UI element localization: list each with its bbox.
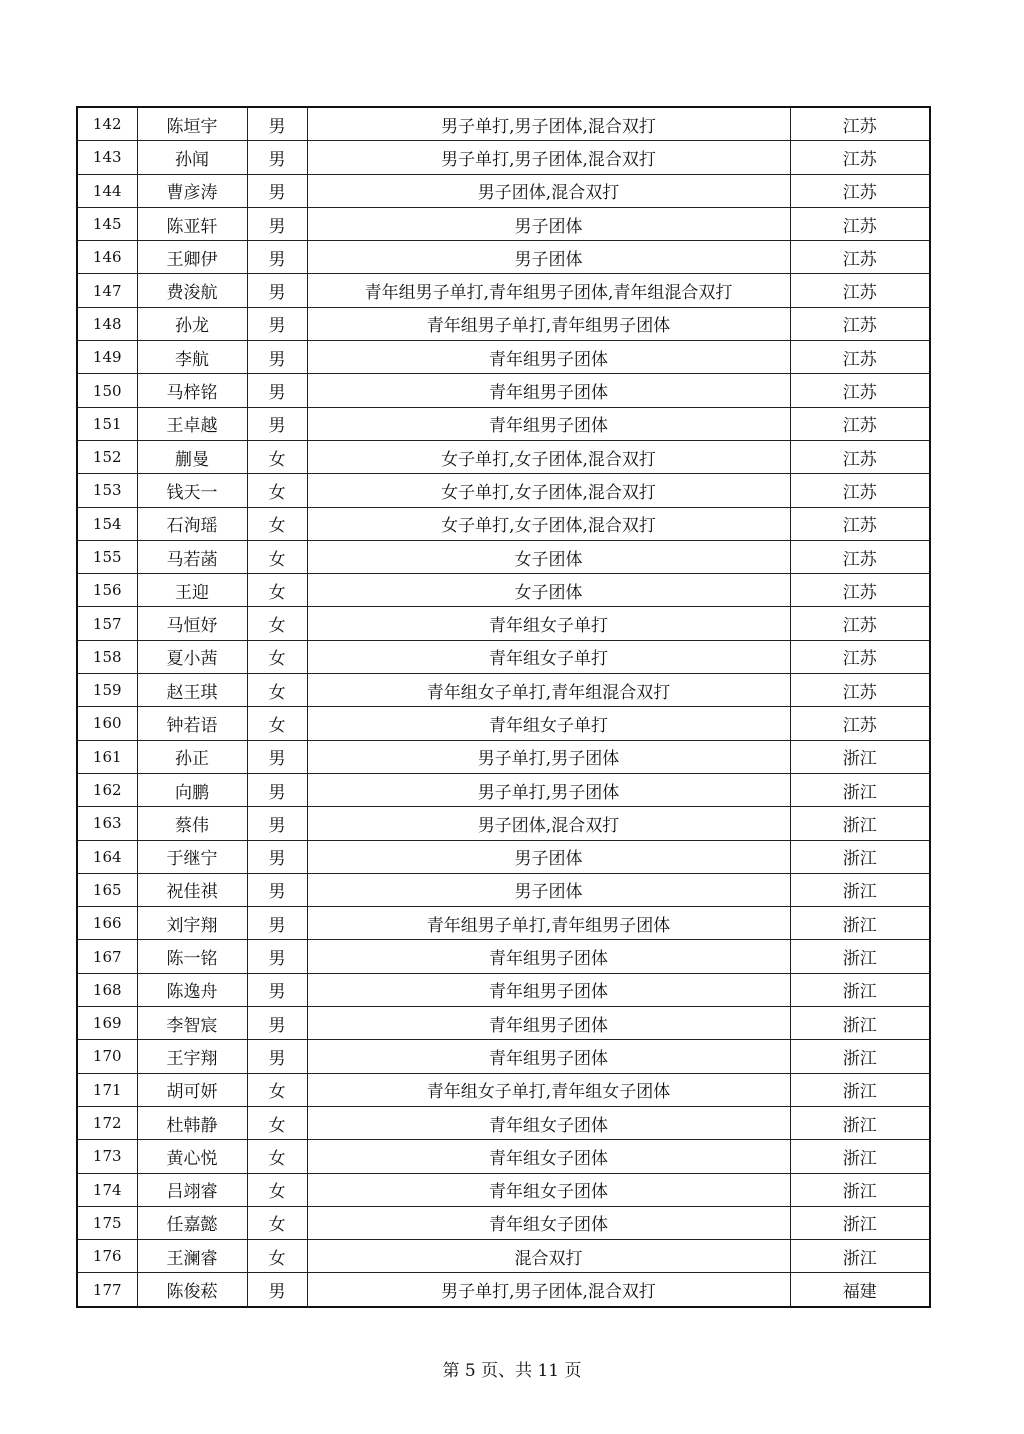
cell-province: 江苏 xyxy=(790,507,930,540)
cell-province: 浙江 xyxy=(790,1173,930,1206)
cell-number: 177 xyxy=(77,1273,137,1307)
cell-gender: 男 xyxy=(247,274,307,307)
cell-number: 144 xyxy=(77,174,137,207)
cell-athlete-name: 陈俊菘 xyxy=(137,1273,247,1307)
cell-gender: 女 xyxy=(247,1206,307,1239)
cell-province: 浙江 xyxy=(790,1206,930,1239)
cell-athlete-name: 孙正 xyxy=(137,740,247,773)
cell-events: 青年组男子单打,青年组男子团体,青年组混合双打 xyxy=(307,274,790,307)
cell-gender: 男 xyxy=(247,973,307,1006)
cell-province: 浙江 xyxy=(790,1040,930,1073)
table-row xyxy=(77,440,930,473)
cell-gender: 女 xyxy=(247,507,307,540)
cell-events: 女子团体 xyxy=(307,540,790,573)
cell-events: 女子单打,女子团体,混合双打 xyxy=(307,507,790,540)
cell-gender: 女 xyxy=(247,1106,307,1139)
cell-athlete-name: 胡可妍 xyxy=(137,1073,247,1106)
table-row xyxy=(77,607,930,640)
table-row xyxy=(77,107,930,141)
cell-athlete-name: 杜韩静 xyxy=(137,1106,247,1139)
table-row xyxy=(77,1073,930,1106)
cell-number: 158 xyxy=(77,640,137,673)
cell-gender: 男 xyxy=(247,174,307,207)
cell-number: 145 xyxy=(77,207,137,240)
cell-number: 168 xyxy=(77,973,137,1006)
table-row xyxy=(77,540,930,573)
cell-athlete-name: 夏小茜 xyxy=(137,640,247,673)
cell-athlete-name: 王迎 xyxy=(137,574,247,607)
cell-events: 青年组男子团体 xyxy=(307,940,790,973)
cell-events: 男子单打,男子团体 xyxy=(307,773,790,806)
cell-events: 青年组男子团体 xyxy=(307,1007,790,1040)
cell-number: 173 xyxy=(77,1140,137,1173)
cell-athlete-name: 黄心悦 xyxy=(137,1140,247,1173)
cell-events: 男子团体 xyxy=(307,840,790,873)
page-number: 第 5 页、共 11 页 xyxy=(442,1361,582,1381)
cell-number: 142 xyxy=(77,107,137,141)
cell-events: 青年组女子单打 xyxy=(307,607,790,640)
cell-gender: 男 xyxy=(247,773,307,806)
cell-events: 女子单打,女子团体,混合双打 xyxy=(307,440,790,473)
cell-athlete-name: 祝佳祺 xyxy=(137,873,247,906)
cell-province: 浙江 xyxy=(790,1106,930,1139)
cell-number: 151 xyxy=(77,407,137,440)
roster-table-body xyxy=(77,107,930,1307)
table-row xyxy=(77,141,930,174)
cell-athlete-name: 曹彦涛 xyxy=(137,174,247,207)
cell-gender: 女 xyxy=(247,574,307,607)
cell-province: 浙江 xyxy=(790,907,930,940)
cell-gender: 男 xyxy=(247,1007,307,1040)
cell-events: 青年组女子单打 xyxy=(307,707,790,740)
cell-province: 浙江 xyxy=(790,1140,930,1173)
cell-number: 153 xyxy=(77,474,137,507)
table-row xyxy=(77,807,930,840)
cell-gender: 女 xyxy=(247,540,307,573)
cell-gender: 女 xyxy=(247,1240,307,1273)
cell-province: 江苏 xyxy=(790,174,930,207)
cell-number: 148 xyxy=(77,307,137,340)
cell-athlete-name: 吕翊睿 xyxy=(137,1173,247,1206)
cell-events: 青年组女子团体 xyxy=(307,1140,790,1173)
cell-province: 江苏 xyxy=(790,241,930,274)
table-row xyxy=(77,407,930,440)
cell-province: 江苏 xyxy=(790,141,930,174)
cell-number: 155 xyxy=(77,540,137,573)
cell-gender: 男 xyxy=(247,241,307,274)
cell-province: 浙江 xyxy=(790,1240,930,1273)
cell-number: 171 xyxy=(77,1073,137,1106)
cell-events: 男子单打,男子团体,混合双打 xyxy=(307,107,790,141)
cell-events: 男子单打,男子团体,混合双打 xyxy=(307,1273,790,1307)
cell-number: 149 xyxy=(77,341,137,374)
cell-events: 青年组男子团体 xyxy=(307,341,790,374)
cell-province: 福建 xyxy=(790,1273,930,1307)
table-row xyxy=(77,1140,930,1173)
table-row xyxy=(77,1106,930,1139)
cell-athlete-name: 陈逸舟 xyxy=(137,973,247,1006)
cell-athlete-name: 王宇翔 xyxy=(137,1040,247,1073)
cell-gender: 男 xyxy=(247,307,307,340)
cell-gender: 女 xyxy=(247,1173,307,1206)
cell-number: 174 xyxy=(77,1173,137,1206)
cell-events: 青年组女子单打,青年组女子团体 xyxy=(307,1073,790,1106)
cell-province: 江苏 xyxy=(790,341,930,374)
cell-athlete-name: 马若菡 xyxy=(137,540,247,573)
cell-athlete-name: 王卿伊 xyxy=(137,241,247,274)
cell-number: 147 xyxy=(77,274,137,307)
table-row xyxy=(77,1040,930,1073)
cell-number: 159 xyxy=(77,674,137,707)
cell-athlete-name: 任嘉懿 xyxy=(137,1206,247,1239)
cell-province: 江苏 xyxy=(790,574,930,607)
table-row xyxy=(77,1173,930,1206)
cell-events: 混合双打 xyxy=(307,1240,790,1273)
cell-gender: 男 xyxy=(247,207,307,240)
table-row xyxy=(77,940,930,973)
cell-events: 男子单打,男子团体,混合双打 xyxy=(307,141,790,174)
table-row xyxy=(77,707,930,740)
cell-gender: 男 xyxy=(247,840,307,873)
cell-events: 青年组男子团体 xyxy=(307,374,790,407)
cell-athlete-name: 蒯曼 xyxy=(137,440,247,473)
cell-number: 146 xyxy=(77,241,137,274)
cell-province: 浙江 xyxy=(790,873,930,906)
cell-events: 青年组女子团体 xyxy=(307,1206,790,1239)
cell-province: 江苏 xyxy=(790,540,930,573)
cell-athlete-name: 赵王琪 xyxy=(137,674,247,707)
table-row xyxy=(77,241,930,274)
cell-province: 江苏 xyxy=(790,407,930,440)
table-row xyxy=(77,1206,930,1239)
cell-athlete-name: 马恒妤 xyxy=(137,607,247,640)
cell-number: 170 xyxy=(77,1040,137,1073)
cell-province: 江苏 xyxy=(790,440,930,473)
cell-gender: 男 xyxy=(247,1273,307,1307)
cell-number: 167 xyxy=(77,940,137,973)
cell-number: 175 xyxy=(77,1206,137,1239)
table-row xyxy=(77,740,930,773)
cell-athlete-name: 王卓越 xyxy=(137,407,247,440)
cell-events: 男子团体,混合双打 xyxy=(307,807,790,840)
table-row xyxy=(77,341,930,374)
cell-number: 162 xyxy=(77,773,137,806)
cell-number: 163 xyxy=(77,807,137,840)
cell-events: 青年组男子团体 xyxy=(307,1040,790,1073)
table-row xyxy=(77,274,930,307)
cell-events: 青年组女子团体 xyxy=(307,1106,790,1139)
table-row xyxy=(77,574,930,607)
cell-number: 152 xyxy=(77,440,137,473)
table-row xyxy=(77,840,930,873)
cell-province: 江苏 xyxy=(790,640,930,673)
cell-gender: 女 xyxy=(247,674,307,707)
table-row xyxy=(77,1240,930,1273)
cell-number: 143 xyxy=(77,141,137,174)
cell-gender: 女 xyxy=(247,640,307,673)
cell-province: 浙江 xyxy=(790,840,930,873)
cell-athlete-name: 王澜睿 xyxy=(137,1240,247,1273)
cell-gender: 男 xyxy=(247,740,307,773)
cell-number: 150 xyxy=(77,374,137,407)
cell-events: 男子团体 xyxy=(307,241,790,274)
table-row xyxy=(77,174,930,207)
table-row xyxy=(77,507,930,540)
cell-events: 青年组男子单打,青年组男子团体 xyxy=(307,307,790,340)
cell-gender: 男 xyxy=(247,1040,307,1073)
cell-events: 青年组女子团体 xyxy=(307,1173,790,1206)
table-row xyxy=(77,674,930,707)
cell-athlete-name: 石洵瑶 xyxy=(137,507,247,540)
cell-athlete-name: 向鹏 xyxy=(137,773,247,806)
table-row xyxy=(77,207,930,240)
cell-province: 江苏 xyxy=(790,107,930,141)
cell-number: 160 xyxy=(77,707,137,740)
cell-gender: 男 xyxy=(247,341,307,374)
cell-athlete-name: 陈一铭 xyxy=(137,940,247,973)
cell-athlete-name: 李智宸 xyxy=(137,1007,247,1040)
cell-province: 江苏 xyxy=(790,207,930,240)
cell-number: 164 xyxy=(77,840,137,873)
cell-number: 157 xyxy=(77,607,137,640)
cell-province: 浙江 xyxy=(790,1007,930,1040)
cell-province: 浙江 xyxy=(790,773,930,806)
cell-events: 女子团体 xyxy=(307,574,790,607)
cell-province: 江苏 xyxy=(790,374,930,407)
cell-gender: 女 xyxy=(247,607,307,640)
table-row xyxy=(77,374,930,407)
cell-athlete-name: 孙闻 xyxy=(137,141,247,174)
cell-gender: 女 xyxy=(247,474,307,507)
cell-events: 女子单打,女子团体,混合双打 xyxy=(307,474,790,507)
cell-number: 156 xyxy=(77,574,137,607)
cell-athlete-name: 蔡伟 xyxy=(137,807,247,840)
table-row xyxy=(77,973,930,1006)
cell-events: 青年组男子单打,青年组男子团体 xyxy=(307,907,790,940)
cell-number: 165 xyxy=(77,873,137,906)
cell-number: 169 xyxy=(77,1007,137,1040)
cell-events: 青年组女子单打 xyxy=(307,640,790,673)
cell-number: 154 xyxy=(77,507,137,540)
cell-gender: 男 xyxy=(247,873,307,906)
cell-gender: 女 xyxy=(247,440,307,473)
cell-athlete-name: 马梓铭 xyxy=(137,374,247,407)
cell-province: 江苏 xyxy=(790,307,930,340)
cell-athlete-name: 钟若语 xyxy=(137,707,247,740)
cell-athlete-name: 陈垣宇 xyxy=(137,107,247,141)
table-row xyxy=(77,640,930,673)
cell-events: 男子团体,混合双打 xyxy=(307,174,790,207)
cell-province: 江苏 xyxy=(790,274,930,307)
cell-events: 青年组女子单打,青年组混合双打 xyxy=(307,674,790,707)
cell-province: 浙江 xyxy=(790,973,930,1006)
cell-gender: 男 xyxy=(247,107,307,141)
table-row xyxy=(77,1007,930,1040)
cell-province: 浙江 xyxy=(790,1073,930,1106)
cell-athlete-name: 费浚航 xyxy=(137,274,247,307)
cell-gender: 男 xyxy=(247,940,307,973)
cell-number: 172 xyxy=(77,1106,137,1139)
cell-gender: 女 xyxy=(247,1140,307,1173)
cell-gender: 男 xyxy=(247,374,307,407)
cell-gender: 女 xyxy=(247,1073,307,1106)
cell-province: 江苏 xyxy=(790,474,930,507)
cell-events: 男子团体 xyxy=(307,873,790,906)
cell-athlete-name: 刘宇翔 xyxy=(137,907,247,940)
table-row xyxy=(77,773,930,806)
table-row xyxy=(77,873,930,906)
cell-events: 青年组男子团体 xyxy=(307,973,790,1006)
table-row xyxy=(77,307,930,340)
cell-province: 江苏 xyxy=(790,674,930,707)
table-row xyxy=(77,1273,930,1307)
cell-gender: 女 xyxy=(247,707,307,740)
athlete-roster-table xyxy=(76,106,931,1308)
cell-number: 161 xyxy=(77,740,137,773)
cell-athlete-name: 钱天一 xyxy=(137,474,247,507)
cell-athlete-name: 陈亚轩 xyxy=(137,207,247,240)
cell-events: 男子单打,男子团体 xyxy=(307,740,790,773)
cell-province: 浙江 xyxy=(790,940,930,973)
cell-province: 江苏 xyxy=(790,607,930,640)
cell-events: 青年组男子团体 xyxy=(307,407,790,440)
cell-province: 江苏 xyxy=(790,707,930,740)
cell-gender: 男 xyxy=(247,407,307,440)
cell-province: 浙江 xyxy=(790,740,930,773)
table-row xyxy=(77,907,930,940)
cell-athlete-name: 李航 xyxy=(137,341,247,374)
cell-gender: 男 xyxy=(247,907,307,940)
cell-province: 浙江 xyxy=(790,807,930,840)
cell-athlete-name: 孙龙 xyxy=(137,307,247,340)
cell-athlete-name: 于继宁 xyxy=(137,840,247,873)
cell-number: 176 xyxy=(77,1240,137,1273)
cell-gender: 男 xyxy=(247,807,307,840)
cell-gender: 男 xyxy=(247,141,307,174)
cell-number: 166 xyxy=(77,907,137,940)
cell-events: 男子团体 xyxy=(307,207,790,240)
table-row xyxy=(77,474,930,507)
